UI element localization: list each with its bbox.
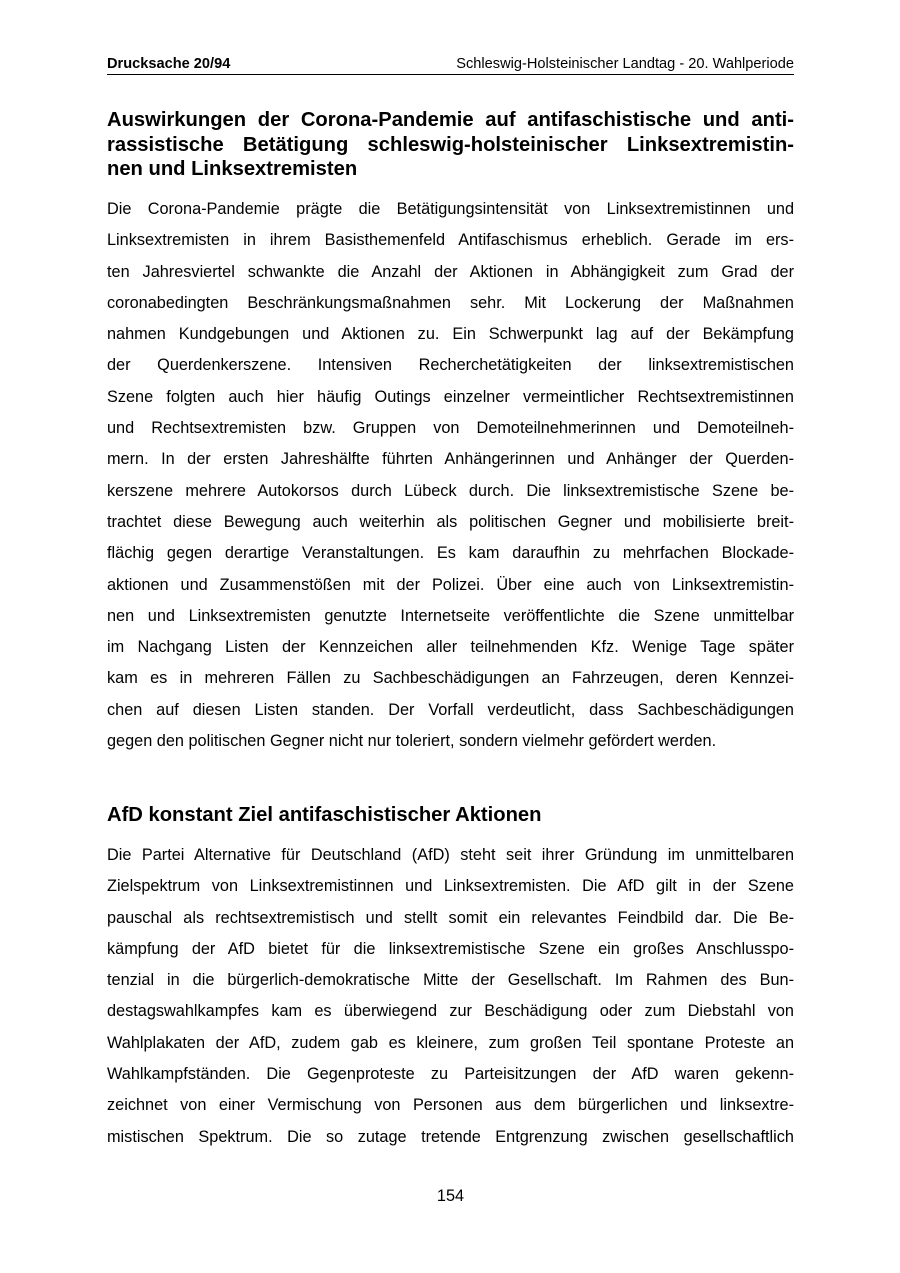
text-line: kerszene mehrere Autokorsos durch Lübeck durch. Die linksextremistische Szene be- xyxy=(107,481,794,500)
text-line: der Querdenkerszene. Intensiven Recherchetätigkeiten der linksextremistischen xyxy=(107,356,794,375)
text-line: Wahlkampfständen. Die Gegenproteste zu Parteisitzungen der AfD waren gekenn- xyxy=(107,1065,794,1084)
text-line: und Rechtsextremisten bzw. Gruppen von Demoteilnehmerinnen und Demoteilneh- xyxy=(107,419,794,438)
text-line: flächig gegen derartige Veranstaltungen. Es kam daraufhin zu mehrfachen Blockade- xyxy=(107,544,794,563)
text-line: Wahlplakaten der AfD, zudem gab es kleinere, zum großen Teil spontane Proteste an xyxy=(107,1033,794,1052)
heading-line: rassistische Betätigung schleswig-holsteinischer Linksextremistin- xyxy=(107,133,794,156)
text-line: pauschal als rechtsextremistisch und stellt somit ein relevantes Feindbild dar. Die Be- xyxy=(107,908,794,927)
text-line: gegen den politischen Gegner nicht nur toleriert, sondern vielmehr gefördert werden. xyxy=(107,732,717,751)
page-header xyxy=(107,54,794,75)
text-line: Szene folgten auch hier häufig Outings einzelner vermeintlicher Rechtsextremistinnen xyxy=(107,387,794,406)
parliament-period: Schleswig-Holsteinischer Landtag - 20. Wahlperiode xyxy=(456,56,794,72)
text-line: coronabedingten Beschränkungsmaßnahmen sehr. Mit Lockerung der Maßnahmen xyxy=(107,293,794,312)
text-line: Zielspektrum von Linksextremistinnen und Linksextremisten. Die AfD gilt in der Szene xyxy=(107,877,794,896)
text-line: Die Partei Alternative für Deutschland (AfD) steht seit ihrer Gründung im unmittelbaren xyxy=(107,846,794,864)
section-heading-afd: AfD konstant Ziel antifaschistischer Aktionen xyxy=(107,804,542,826)
text-line: zeichnet von einer Vermischung von Personen aus dem bürgerlichen und linksextre- xyxy=(107,1096,794,1115)
text-line: im Nachgang Listen der Kennzeichen aller teilnehmenden Kfz. Wenige Tage später xyxy=(107,638,794,657)
text-line: nen und Linksextremisten genutzte Internetseite veröffentlichte die Szene unmittelbar xyxy=(107,606,794,625)
text-line: tenzial in die bürgerlich-demokratische Mitte der Gesellschaft. Im Rahmen des Bun- xyxy=(107,971,794,990)
text-line: mistischen Spektrum. Die so zutage tretende Entgrenzung zwischen gesellschaftlich xyxy=(107,1127,794,1146)
text-line: nahmen Kundgebungen und Aktionen zu. Ein Schwerpunkt lag auf der Bekämpfung xyxy=(107,325,794,344)
section-body-afd xyxy=(107,840,794,1153)
section-body-corona xyxy=(107,194,794,757)
text-line: mern. In der ersten Jahreshälfte führten Anhängerinnen und Anhänger der Querden- xyxy=(107,450,794,469)
heading-line: nen und Linksextremisten xyxy=(107,158,358,180)
document-page xyxy=(107,0,794,1273)
text-line: trachtet diese Bewegung auch weiterhin als politischen Gegner und mobilisierte breit- xyxy=(107,512,794,531)
text-line: aktionen und Zusammenstößen mit der Polizei. Über eine auch von Linksextremistin- xyxy=(107,575,794,594)
text-line: Die Corona-Pandemie prägte die Betätigungsintensität von Linksextremistinnen und xyxy=(107,200,794,218)
document-number: Drucksache 20/94 xyxy=(107,56,231,72)
text-line: kämpfung der AfD bietet für die linksextremistische Szene ein großes Anschlusspo- xyxy=(107,939,794,958)
text-line: Linksextremisten in ihrem Basisthemenfeld Antifaschismus erheblich. Gerade im ers- xyxy=(107,231,794,250)
text-line: chen auf diesen Listen standen. Der Vorfall verdeutlicht, dass Sachbeschädigungen xyxy=(107,700,794,719)
section-heading-corona xyxy=(107,108,794,182)
text-line: destagswahlkampfes kam es überwiegend zur Beschädigung oder zum Diebstahl von xyxy=(107,1002,794,1021)
text-line: kam es in mehreren Fällen zu Sachbeschädigungen an Fahrzeugen, deren Kennzei- xyxy=(107,669,794,688)
text-line: ten Jahresviertel schwankte die Anzahl der Aktionen in Abhängigkeit zum Grad der xyxy=(107,262,794,281)
heading-line: Auswirkungen der Corona-Pandemie auf antifaschistische und anti- xyxy=(107,109,794,131)
page-number: 154 xyxy=(436,1187,465,1205)
